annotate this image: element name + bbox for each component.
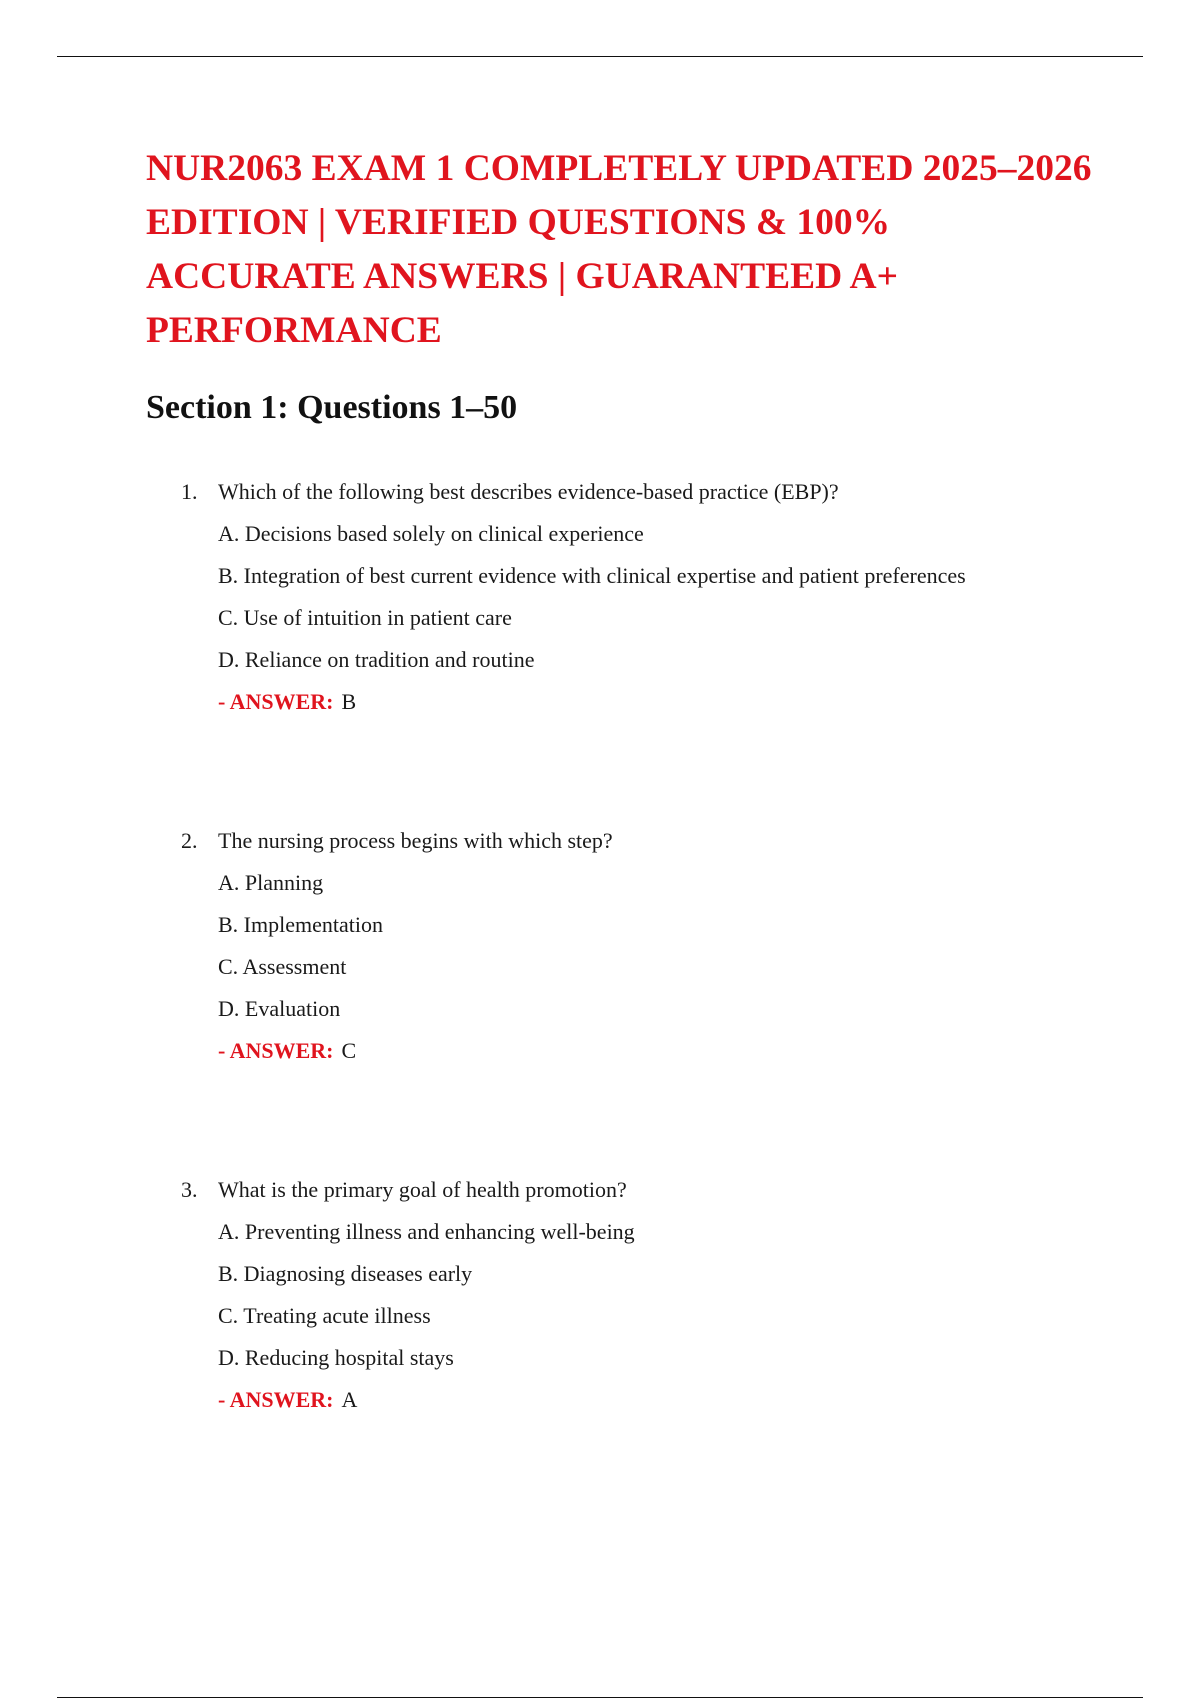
question-line bbox=[181, 471, 1081, 513]
option-d: D. Reducing hospital stays bbox=[218, 1345, 454, 1370]
answer-value: B bbox=[341, 689, 357, 714]
question-line bbox=[181, 1169, 1081, 1211]
answer-label: - ANSWER: bbox=[218, 689, 334, 714]
document-title: NUR2063 EXAM 1 COMPLETELY UPDATED 2025–2026 EDITION | VERIFIED QUESTIONS & 100% ACCURATE ANSWERS | GUARANTEED A+ PERFORMANCE bbox=[146, 148, 1092, 351]
answer-line bbox=[181, 1379, 1081, 1421]
option-d: D. Evaluation bbox=[218, 996, 341, 1021]
option-b: B. Diagnosing diseases early bbox=[218, 1261, 473, 1286]
option-c: C. Treating acute illness bbox=[218, 1303, 431, 1328]
question-text: Which of the following best describes evidence-based practice (EBP)? bbox=[218, 479, 839, 504]
question-number: 3. bbox=[181, 1177, 198, 1202]
section-title: Section 1: Questions 1–50 bbox=[146, 389, 518, 426]
answer-value: A bbox=[341, 1387, 358, 1412]
answer-line bbox=[181, 681, 1081, 723]
option-b: B. Implementation bbox=[218, 912, 383, 937]
question-line bbox=[181, 820, 1081, 862]
option-b: B. Integration of best current evidence with clinical expertise and patient preferences bbox=[218, 563, 966, 588]
option-a: A. Planning bbox=[218, 870, 324, 895]
question-text: The nursing process begins with which step? bbox=[218, 828, 613, 853]
answer-value: C bbox=[341, 1038, 357, 1063]
question-3 bbox=[181, 1169, 1081, 1421]
question-number: 2. bbox=[181, 828, 198, 853]
question-text: What is the primary goal of health promotion? bbox=[218, 1177, 627, 1202]
option-d: D. Reliance on tradition and routine bbox=[218, 647, 535, 672]
option-c: C. Assessment bbox=[218, 954, 347, 979]
question-2 bbox=[181, 820, 1081, 1072]
bottom-rule bbox=[57, 1697, 1143, 1698]
answer-label: - ANSWER: bbox=[218, 1038, 334, 1063]
top-rule bbox=[57, 56, 1143, 57]
option-a: A. Preventing illness and enhancing well-being bbox=[218, 1219, 635, 1244]
question-1 bbox=[181, 471, 1081, 723]
answer-line bbox=[181, 1030, 1081, 1072]
option-c: C. Use of intuition in patient care bbox=[218, 605, 512, 630]
question-number: 1. bbox=[181, 479, 198, 504]
option-a: A. Decisions based solely on clinical experience bbox=[218, 521, 644, 546]
answer-label: - ANSWER: bbox=[218, 1387, 334, 1412]
